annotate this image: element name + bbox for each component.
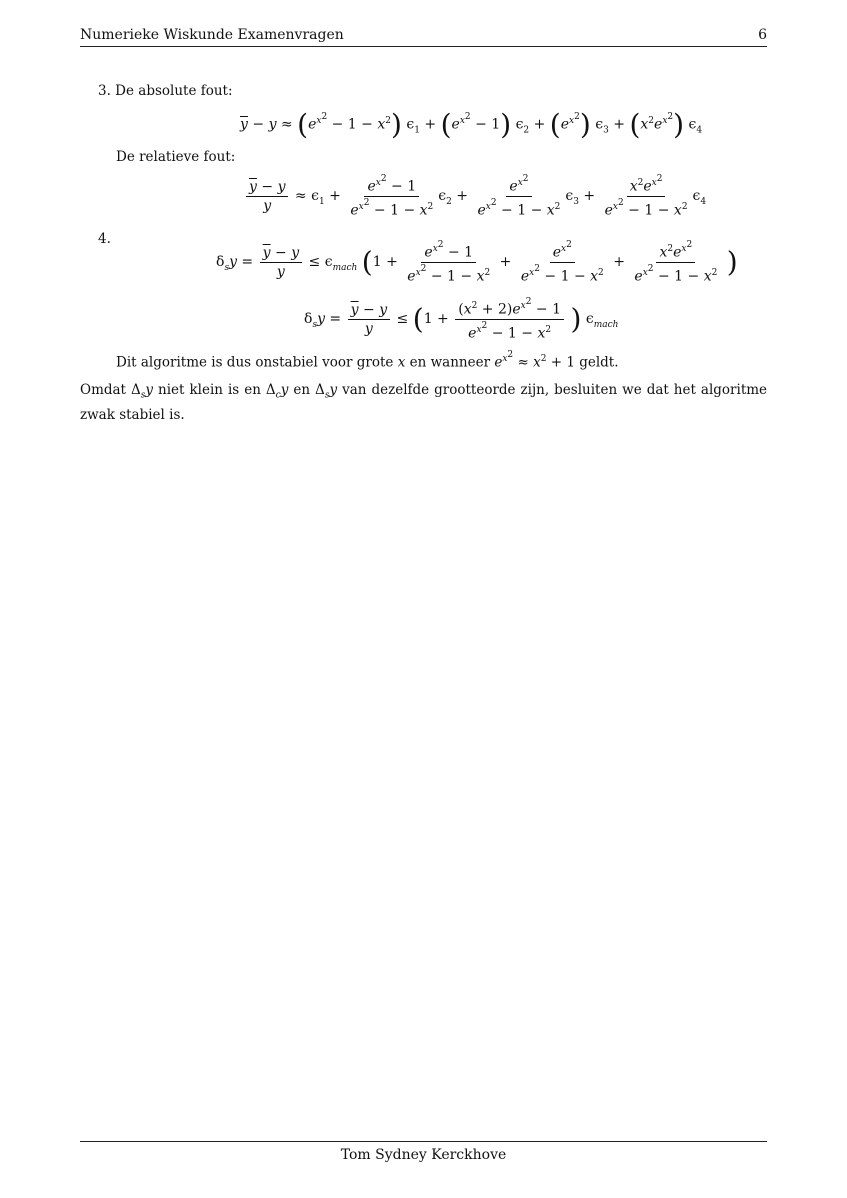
item-3-label: 3. De absolute fout: [98, 83, 233, 99]
conclusion-line: Dit algoritme is dus onstabiel voor grote x en wanneer $e^{x^2} \approx x^2 + 1$ geldt. [116, 350, 619, 371]
delta-s-inequality-2: $\delta_sy$ = $\frac{\overline{y} - y}{y}$ ≤ (1 + $\frac{(x^2 + 2)e^{x^2} - 1}{e^{x^2} - 1 - x^2}$ ) $\epsilon_{mach}$ [304, 297, 619, 342]
footer-rule [80, 1141, 767, 1142]
page-header-title: Numerieke Wiskunde Examenvragen [80, 27, 344, 43]
relative-error-label: De relatieve fout: [116, 149, 236, 165]
page-number: 6 [758, 27, 767, 43]
header-rule [80, 46, 767, 47]
footer-author: Tom Sydney Kerckhove [340, 1147, 507, 1163]
delta-s-inequality-1: $\delta_sy$ = $\frac{\overline{y} - y}{y}$ ≤ $\epsilon_{mach}$ (1 + $\frac{e^{x^2} - 1}{e^{x^2} - 1 - x^2}$ + $\frac{e^{x^2}}{e^{x^2} - 1 - x^2}$ + $\frac{x^2e^{x^2}}{e^{x^2} - 1 - x^2}$ ) [216, 240, 738, 285]
absolute-error-equation: $\overline{y} - y \approx (e^{x^2} - 1 - x^2) \epsilon_1 + (e^{x^2} - 1) \epsilon_2 + (e^{x^2}) \epsilon_3 + (x^2e^{x^2})$ $\epsilon_4$ [240, 108, 703, 141]
item-4-label: 4. [98, 231, 111, 247]
closing-paragraph: Omdat $\Delta_sy$ niet klein is en $\Delta_cy$ en $\Delta_sy$ van dezelfde grootteorde zijn, besluiten we dat het algoritme zwak stabiel is. [80, 382, 768, 423]
relative-error-equation: $\frac{\overline{y} - y}{y}$ ≈ $\epsilon_1$ + $\frac{e^{x^2} - 1}{e^{x^2} - 1 - x^2}$ $\epsilon_2$ + $\frac{e^{x^2}}{e^{x^2} - 1 - x^2}$ $\epsilon_3$ + $\frac{x^2e^{x^2}}{e^{x^2} - 1 - x^2}$ $\epsilon_4$ [244, 174, 706, 218]
